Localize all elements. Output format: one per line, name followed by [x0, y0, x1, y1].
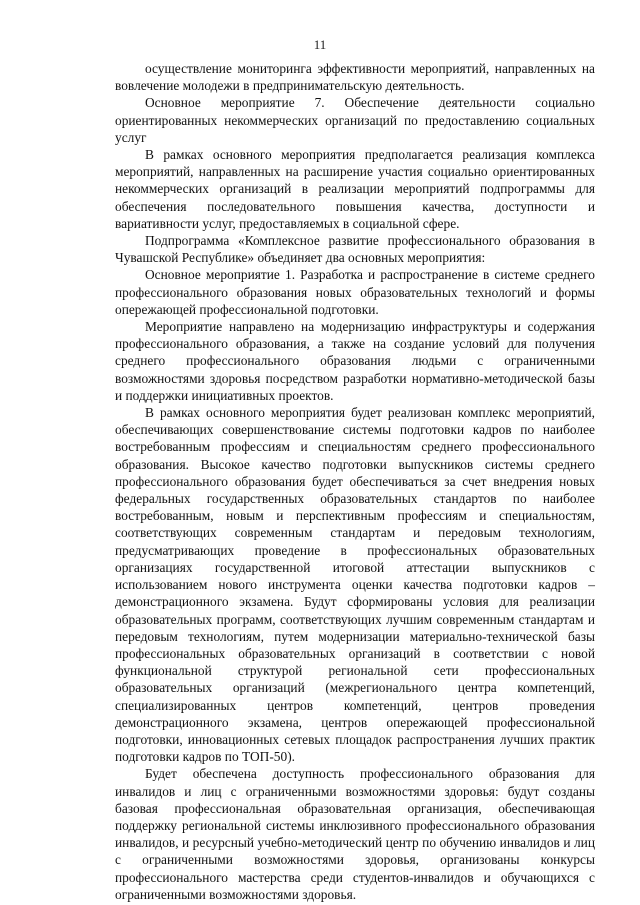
paragraph: Основное мероприятие 7. Обеспечение деятельности социально ориентированных некоммерческих организаций по предоставлению социальных услуг	[115, 95, 595, 145]
paragraph: В рамках основного мероприятия предполагается реализация комплекса мероприятий, направленных на расширение участия социально ориентированных некоммерческих организаций в реализации мероприятий подпрограммы для обеспечения последовательного повышения качества, доступности и вариативности услуг, предоставляемых в социальной сфере.	[115, 147, 595, 231]
page-number: 11	[313, 37, 327, 52]
paragraph: осуществление мониторинга эффективности мероприятий, направленных на вовлечение молодежи в предпринимательскую деятельность.	[115, 61, 595, 94]
paragraph: Будет обеспечена доступность профессионального образования для инвалидов и лиц с ограниченными возможностями здоровья: будут созданы базовая профессиональная образовательная организация, обеспечивающая поддержку региональной системы инклюзивного профессионального образования инвалидов, и ресурсный учебно-методический центр по обучению инвалидов и лиц с ограниченными возможностями здоровья, организованы конкурсы профессионального мастерства среди студентов-инвалидов и обучающихся с ограниченными возможностями здоровья.	[115, 766, 595, 902]
paragraph: Мероприятие направлено на модернизацию инфраструктуры и содержания профессионального образования, а также на создание условий для получения среднего профессионального образования людьми с ограниченными возможностями здоровья посредством разработки нормативно-методической базы и поддержки инициативных проектов.	[115, 319, 595, 403]
paragraph: Подпрограмма «Комплексное развитие профессионального образования в Чувашской Республике» объединяет два основных мероприятия:	[115, 233, 595, 266]
paragraph: В рамках основного мероприятия будет реализован комплекс мероприятий, обеспечивающих совершенствование системы подготовки кадров по наиболее востребованным профессиям и специальностям среднего профессионального образования. Высокое качество подготовки выпускников системы среднего профессионального образования будет обеспечиваться за счет внедрения новых федеральных государственных образовательных стандартов по наиболее востребованным, новым и перспективным профессиям и специальностям, соответствующих современным стандартам и передовым технологиям, предусматривающих проведение в профессиональных образовательных организациях государственной итоговой аттестации выпускников с использованием нового инструмента оценки качества подготовки кадров – демонстрационного экзамена. Будут сформированы условия для реализации образовательных программ, соответствующих лучшим современным стандартам и передовым технологиям, путем модернизации материально-технической базы профессиональных образовательных организаций в соответствии с новой функциональной структурой региональной сети профессиональных образовательных организаций (межрегионального центра компетенций, специализированных центров компетенций, центров проведения демонстрационного экзамена, центров опережающей профессиональной подготовки, инновационных сетевых площадок распространения лучших практик подготовки кадров по ТОП-50).	[115, 405, 595, 765]
paragraph: Основное мероприятие 1. Разработка и распространение в системе среднего профессионального образования новых образовательных технологий и формы опережающей профессиональной подготовки.	[115, 267, 595, 317]
body-text	[115, 60, 595, 903]
